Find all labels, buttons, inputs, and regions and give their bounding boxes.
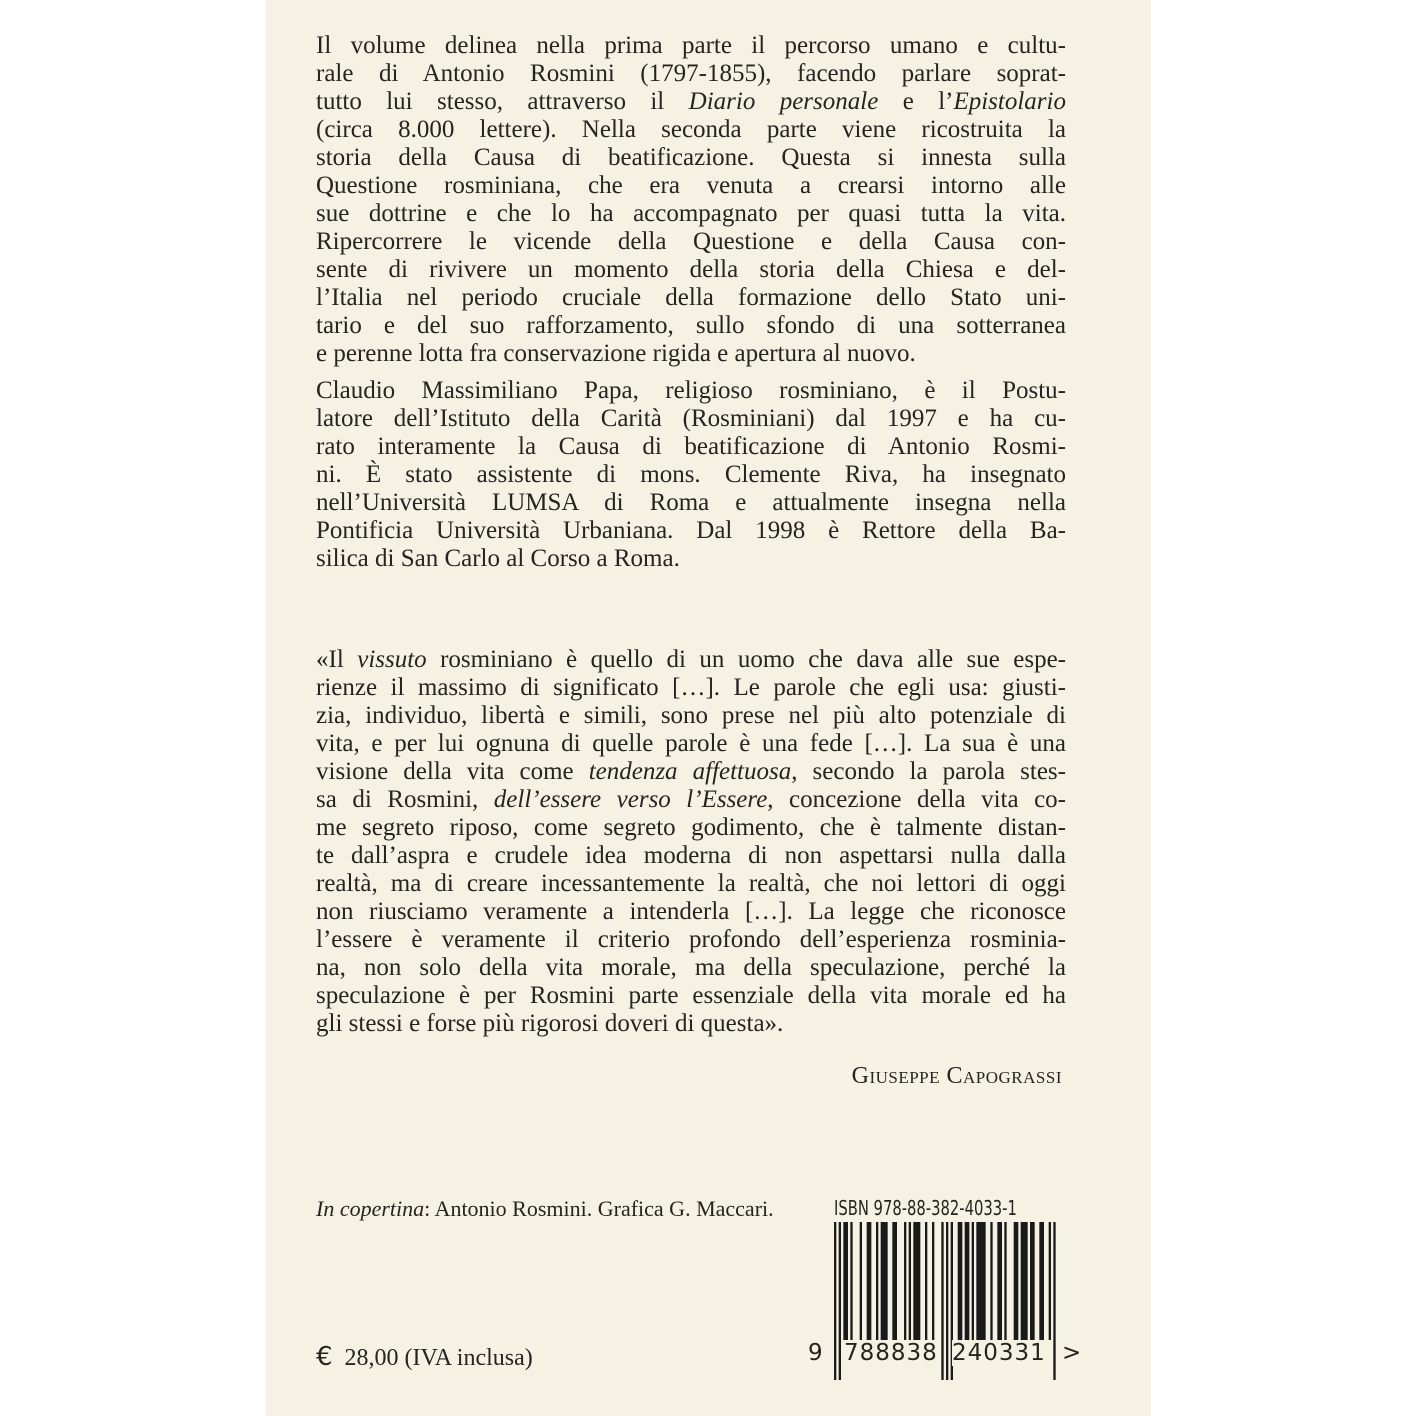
barcode-bar xyxy=(1053,1222,1055,1380)
text-line: rienze il massimo di significato […]. Le parole che egli usa: giusti- xyxy=(316,674,1066,701)
text-line: l’essere è veramente il criterio profondo dell’esperienza rosminia- xyxy=(316,926,1066,953)
barcode-bar xyxy=(946,1222,948,1380)
barcode-bar xyxy=(1039,1222,1044,1340)
text-line: ni. È stato assistente di mons. Clemente Riva, ha insegnato xyxy=(316,461,1066,488)
text-line: (circa 8.000 lettere). Nella seconda parte viene ricostruita la xyxy=(316,116,1066,143)
text-line: storia della Causa di beatificazione. Questa si innesta sulla xyxy=(316,144,1066,171)
text-line: Ripercorrere le vicende della Questione e della Causa con- xyxy=(316,228,1066,255)
barcode-bar xyxy=(860,1222,862,1340)
text-line: silica di San Carlo al Corso a Roma. xyxy=(316,545,680,572)
quotation xyxy=(316,646,1066,1038)
barcode-bar xyxy=(990,1222,992,1340)
barcode-bar xyxy=(892,1222,897,1340)
barcode-bar xyxy=(850,1222,852,1340)
text-line: Questione rosminiana, che era venuta a crearsi intorno alle xyxy=(316,172,1066,199)
euro-icon: € xyxy=(316,1342,333,1372)
text-line: sente di rivivere un momento della storia della Chiesa e del- xyxy=(316,256,1066,283)
text-line: me segreto riposo, come segreto godimento, che è talmente distan- xyxy=(316,814,1066,841)
isbn-label: ISBN 978-88-382-4033-1 xyxy=(834,1196,1017,1220)
text-line: rato interamente la Causa di beatificazione di Antonio Rosmi- xyxy=(316,433,1066,460)
barcode-bar xyxy=(941,1222,943,1380)
text-line: vita, e per lui ognuna di quelle parole è una fede […]. La sua è una xyxy=(316,730,1066,757)
text-line: non riusciamo veramente a intenderla […]. La legge che riconosce xyxy=(316,898,1066,925)
barcode-bar xyxy=(965,1222,970,1340)
barcode-bar xyxy=(843,1222,848,1340)
barcode-bar xyxy=(881,1222,888,1340)
text-line: Pontificia Università Urbaniana. Dal 1998 è Rettore della Ba- xyxy=(316,517,1066,544)
text-line: «Il vissuto rosminiano è quello di un uomo che dava alle sue espe- xyxy=(316,646,1066,673)
author-bio xyxy=(316,377,1066,573)
barcode-bar xyxy=(972,1222,974,1340)
barcode-bar xyxy=(997,1222,1002,1340)
book-description xyxy=(316,32,1066,368)
text-line: nell’Università LUMSA di Roma e attualmente insegna nella xyxy=(316,489,1066,516)
barcode-bar xyxy=(1004,1222,1006,1340)
text-line: na, non solo della vita morale, ma della speculazione, perché la xyxy=(316,954,1066,981)
text-line: tario e del suo rafforzamento, sullo sfondo di una sotterranea xyxy=(316,312,1066,339)
text-line: tutto lui stesso, attraverso il Diario personale e l’Epistolario xyxy=(316,88,1066,115)
barcode-bar xyxy=(925,1222,927,1340)
cover-credit: In copertina: Antonio Rosmini. Grafica G. Maccari. xyxy=(316,1196,774,1221)
text-line: visione della vita come tendenza affettuosa, secondo la parola stes- xyxy=(316,758,1066,785)
text-line: zia, individuo, libertà e simili, sono prese nel più alto potenziale di xyxy=(316,702,1066,729)
barcode-bar xyxy=(1030,1222,1035,1340)
barcode-bar xyxy=(876,1222,878,1340)
barcode-bar xyxy=(1049,1222,1051,1340)
barcode-bar xyxy=(1021,1222,1028,1340)
text-line: realtà, ma di creare incessantemente la realtà, che noi lettori di oggi xyxy=(316,870,1066,897)
barcode-bar xyxy=(904,1222,906,1340)
price: € 28,00 (IVA inclusa) xyxy=(316,1342,533,1372)
text-line: rale di Antonio Rosmini (1797-1855), facendo parlare soprat- xyxy=(316,60,1066,87)
barcode-digits-left: 788838 xyxy=(844,1340,938,1366)
text-line: sue dottrine e che lo ha accompagnato per quasi tutta la vita. xyxy=(316,200,1066,227)
text-line: Il volume delinea nella prima parte il percorso umano e cultu- xyxy=(316,32,1066,59)
text-line: e perenne lotta fra conservazione rigida e apertura al nuovo. xyxy=(316,340,916,367)
text-line: speculazione è per Rosmini parte essenziale della vita morale ed ha xyxy=(316,982,1066,1009)
barcode-bar xyxy=(1014,1222,1019,1340)
quote-author: Giuseppe Capograssi xyxy=(851,1063,1062,1089)
text-line: latore dell’Istituto della Carità (Rosminiani) dal 1997 e ha cu- xyxy=(316,405,1066,432)
text-line: l’Italia nel periodo cruciale della formazione dello Stato uni- xyxy=(316,284,1066,311)
barcode-bar xyxy=(909,1222,911,1340)
barcode-bar xyxy=(932,1222,934,1340)
text-line: sa di Rosmini, dell’essere verso l’Essere, concezione della vita co- xyxy=(316,786,1066,813)
barcode-quiet-zone-marker: > xyxy=(1062,1340,1082,1366)
barcode-bar xyxy=(839,1222,841,1380)
barcode-bar xyxy=(958,1222,963,1340)
barcode-digit-first: 9 xyxy=(808,1340,823,1366)
barcode-bar xyxy=(867,1222,872,1340)
barcode-bar xyxy=(913,1222,920,1340)
text-line: te dall’aspra e crudele idea moderna di non aspettarsi nulla dalla xyxy=(316,842,1066,869)
barcode-bar xyxy=(976,1222,985,1340)
text-line: Claudio Massimiliano Papa, religioso rosminiano, è il Postu- xyxy=(316,377,1066,404)
barcode-bar xyxy=(834,1222,836,1380)
text-line: gli stessi e forse più rigorosi doveri di questa». xyxy=(316,1010,784,1037)
barcode-digits-right: 240331 xyxy=(952,1340,1046,1366)
